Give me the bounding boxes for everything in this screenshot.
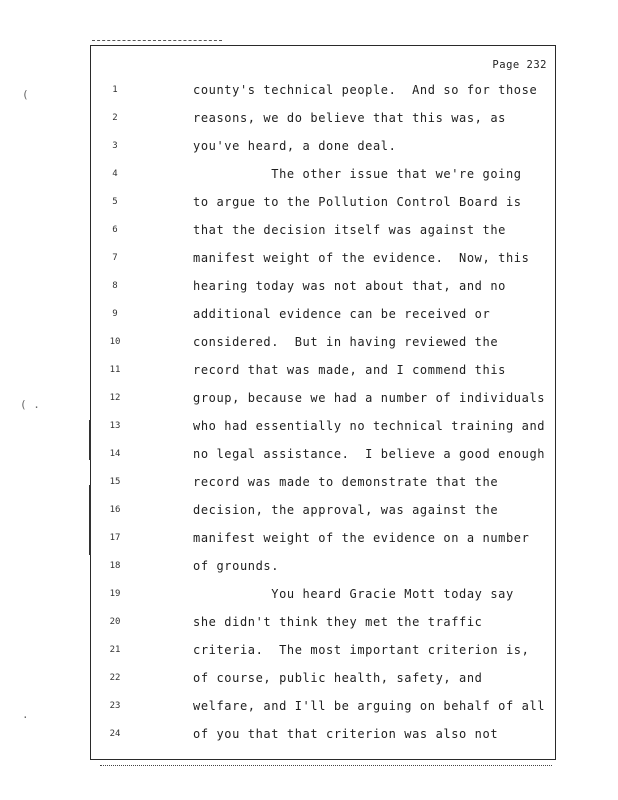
- line-number: 11: [109, 365, 121, 375]
- line-number: 6: [112, 225, 118, 235]
- transcript-line: [91, 300, 555, 328]
- transcript-line: [91, 328, 555, 356]
- line-text: group, because we had a number of individuals: [193, 391, 546, 405]
- page-number: Page 232: [492, 59, 547, 71]
- transcript-line: [91, 104, 555, 132]
- line-number: 2: [112, 113, 118, 123]
- line-number: 8: [112, 281, 118, 291]
- transcript-lines: [91, 76, 555, 748]
- line-number: 24: [109, 729, 121, 739]
- line-number: 3: [112, 141, 118, 151]
- margin-mark-top: (: [22, 88, 29, 101]
- line-text: decision, the approval, was against the: [193, 503, 499, 517]
- line-text: of you that that criterion was also not: [193, 727, 499, 741]
- line-text: record that was made, and I commend this: [193, 363, 506, 377]
- scan-bottom-mark: [100, 765, 552, 768]
- line-number: 13: [109, 421, 121, 431]
- line-text: of grounds.: [193, 559, 280, 573]
- transcript-line: [91, 608, 555, 636]
- line-number: 15: [109, 477, 121, 487]
- line-text: she didn't think they met the traffic: [193, 615, 483, 629]
- transcript-line: [91, 384, 555, 412]
- transcript-line: [91, 552, 555, 580]
- line-number: 18: [109, 561, 121, 571]
- transcript-line: [91, 76, 555, 104]
- line-text: manifest weight of the evidence. Now, this: [193, 251, 530, 265]
- line-number: 9: [112, 309, 118, 319]
- line-text: county's technical people. And so for those: [193, 83, 538, 97]
- line-number: 17: [109, 533, 121, 543]
- line-text: who had essentially no technical training and: [193, 419, 546, 433]
- margin-mark-middle: ( .: [20, 398, 40, 411]
- transcript-line: [91, 692, 555, 720]
- line-text: hearing today was not about that, and no: [193, 279, 506, 293]
- line-text: you've heard, a done deal.: [193, 139, 397, 153]
- transcript-page: [90, 45, 556, 760]
- transcript-line: [91, 160, 555, 188]
- margin-mark-bottom: .: [22, 708, 29, 721]
- margin-bar: [89, 420, 91, 460]
- line-text: to argue to the Pollution Control Board is: [193, 195, 522, 209]
- transcript-line: [91, 412, 555, 440]
- line-text: record was made to demonstrate that the: [193, 475, 499, 489]
- line-number: 12: [109, 393, 121, 403]
- line-number: 7: [112, 253, 118, 263]
- line-text: of course, public health, safety, and: [193, 671, 483, 685]
- line-text: The other issue that we're going: [193, 167, 522, 181]
- line-number: 22: [109, 673, 121, 683]
- line-number: 1: [112, 85, 118, 95]
- line-number: 19: [109, 589, 121, 599]
- line-text: criteria. The most important criterion is,: [193, 643, 530, 657]
- line-number: 16: [109, 505, 121, 515]
- line-text: manifest weight of the evidence on a number: [193, 531, 530, 545]
- line-text: welfare, and I'll be arguing on behalf of all: [193, 699, 546, 713]
- line-number: 23: [109, 701, 121, 711]
- line-number: 10: [109, 337, 121, 347]
- transcript-line: [91, 524, 555, 552]
- margin-bar: [89, 485, 91, 555]
- transcript-line: [91, 188, 555, 216]
- line-number: 14: [109, 449, 121, 459]
- scan-top-mark: [92, 40, 222, 43]
- line-text: considered. But in having reviewed the: [193, 335, 499, 349]
- transcript-line: [91, 468, 555, 496]
- transcript-line: [91, 356, 555, 384]
- line-text: You heard Gracie Mott today say: [193, 587, 514, 601]
- transcript-line: [91, 720, 555, 748]
- line-text: reasons, we do believe that this was, as: [193, 111, 506, 125]
- transcript-line: [91, 216, 555, 244]
- transcript-line: [91, 636, 555, 664]
- line-text: additional evidence can be received or: [193, 307, 491, 321]
- transcript-line: [91, 272, 555, 300]
- line-text: no legal assistance. I believe a good enough: [193, 447, 546, 461]
- transcript-line: [91, 496, 555, 524]
- line-number: 5: [112, 197, 118, 207]
- transcript-line: [91, 580, 555, 608]
- line-number: 20: [109, 617, 121, 627]
- transcript-line: [91, 440, 555, 468]
- transcript-line: [91, 664, 555, 692]
- line-number: 4: [112, 169, 118, 179]
- transcript-line: [91, 132, 555, 160]
- line-number: 21: [109, 645, 121, 655]
- line-text: that the decision itself was against the: [193, 223, 506, 237]
- transcript-line: [91, 244, 555, 272]
